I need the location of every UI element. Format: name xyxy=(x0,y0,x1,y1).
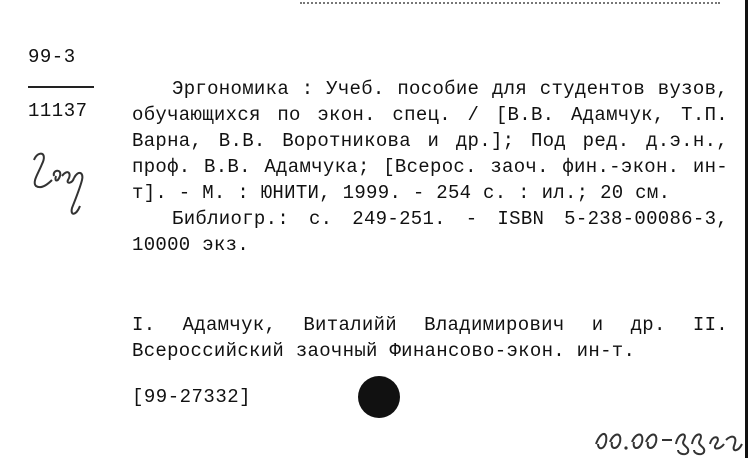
description-notes: Библиогр.: с. 249-251. - ISBN 5-238-00086-3, 10000 экз. xyxy=(132,208,728,256)
card-right-edge xyxy=(745,0,748,458)
shelf-mark: 99-3 xyxy=(28,46,76,68)
description-main: Эргономика : Учеб. пособие для студентов вузов, обучающихся по экон. спец. / [В.В. Адамчук, Т.П. Варна, В.В. Воротникова и др.]; Под ред. д.э.н., проф. В.В. Адамчука; [Всерос. заоч. фин.-экон. ин-т]. - М. : ЮНИТИ, 1999. - 254 с. : ил.; 20 см. xyxy=(132,78,728,204)
added-entries xyxy=(132,312,728,364)
shelf-divider xyxy=(28,86,94,88)
control-number: [99-27332] xyxy=(132,386,252,408)
handwritten-copy-note xyxy=(28,146,98,222)
added-entries-text: I. Адамчук, Виталийй Владимирович и др. II. Всероссийский заочный Финансово-экон. ин-т. xyxy=(132,314,728,362)
top-dotted-edge xyxy=(300,2,720,6)
bibliographic-description xyxy=(132,76,728,258)
punch-hole xyxy=(358,376,400,418)
inventory-number: 11137 xyxy=(28,100,88,122)
handwritten-date-note xyxy=(586,414,748,458)
